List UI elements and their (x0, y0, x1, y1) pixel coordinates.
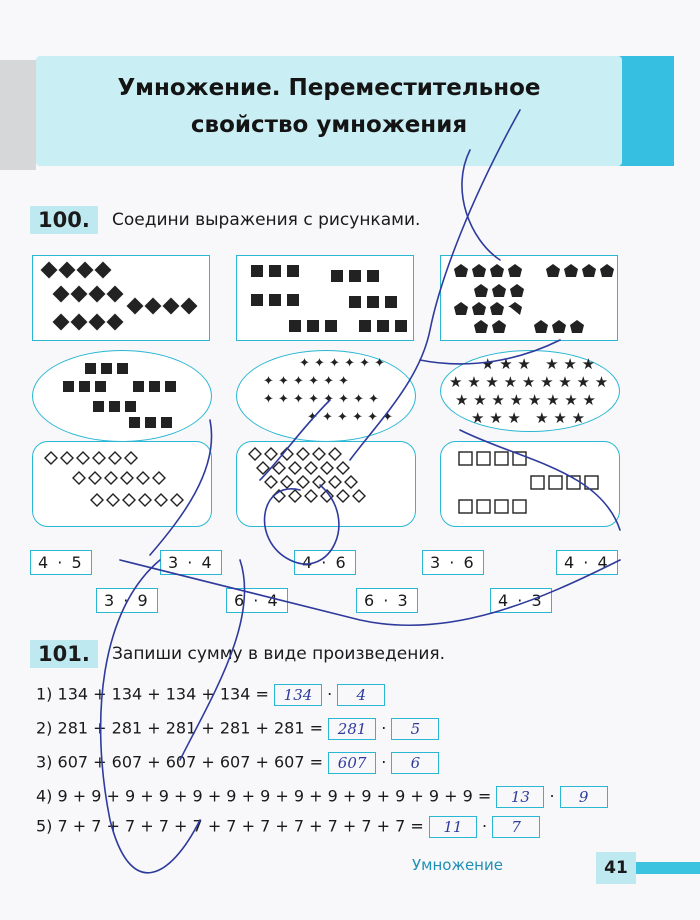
answer-field-b[interactable]: 9 (560, 786, 608, 808)
expr-4x5[interactable]: 4 · 5 (30, 550, 92, 575)
answer-field-a[interactable]: 281 (328, 718, 376, 740)
picture-squares-oval[interactable] (32, 350, 212, 442)
four-point-stars-icon (237, 351, 415, 441)
dot: · (381, 752, 387, 772)
expr-4x4[interactable]: 4 · 4 (556, 550, 618, 575)
page-number-bar (636, 862, 700, 874)
svg-text:✦ ✦ ✦ ✦ ✦ ✦: ✦ ✦ ✦ ✦ ✦ ✦ (307, 410, 394, 425)
row-sum: 607 + 607 + 607 + 607 + 607 = (57, 752, 324, 772)
dot: · (549, 786, 555, 806)
squares-filled-icon (237, 256, 413, 340)
pentagons-filled-icon (441, 256, 617, 340)
five-point-stars-icon (441, 351, 619, 431)
expr-4x3[interactable]: 4 · 3 (490, 588, 552, 613)
answer-field-b[interactable]: 6 (391, 752, 439, 774)
answer-field-b[interactable]: 4 (337, 684, 385, 706)
picture-diamonds-outline[interactable] (32, 441, 212, 527)
answer-field-a[interactable]: 134 (274, 684, 322, 706)
svg-text:✦ ✦ ✦ ✦ ✦ ✦: ✦ ✦ ✦ ✦ ✦ ✦ (299, 356, 386, 371)
dot: · (481, 816, 488, 836)
picture-diamonds-outline-large[interactable] (236, 441, 416, 527)
task-100-number: 100. (30, 206, 98, 234)
row-label: 3) (36, 752, 53, 772)
squares-outline-icon (441, 442, 619, 526)
picture-squares-filled[interactable] (236, 255, 414, 341)
svg-text:★ ★ ★ ★ ★ ★: ★ ★ ★ ★ ★ ★ (471, 409, 586, 427)
row-sum: 7 + 7 + 7 + 7 + 7 + 7 + 7 + 7 + 7 + 7 + 7 = (57, 816, 424, 836)
page-number: 41 (596, 852, 636, 884)
squares-oval-icon (33, 351, 211, 441)
svg-text:★ ★ ★ ★ ★ ★: ★ ★ ★ ★ ★ ★ (481, 355, 596, 373)
answer-field-b[interactable]: 5 (391, 718, 439, 740)
answer-field-a[interactable]: 13 (496, 786, 544, 808)
answer-field-a[interactable]: 607 (328, 752, 376, 774)
row-label: 5) (36, 816, 53, 836)
row-sum: 281 + 281 + 281 + 281 + 281 = (57, 718, 324, 738)
answer-field-a[interactable]: 11 (429, 816, 477, 838)
diamonds-outline-grid-icon (237, 442, 415, 526)
dot: · (327, 684, 333, 704)
expr-3x9[interactable]: 3 · 9 (96, 588, 158, 613)
title-banner-accent (622, 56, 674, 166)
equation-row-5 (36, 816, 540, 838)
picture-pentagons-filled[interactable] (440, 255, 618, 341)
page-title-line1: Умножение. Переместительное (117, 75, 541, 101)
expr-3x4[interactable]: 3 · 4 (160, 550, 222, 575)
expr-4x6[interactable]: 4 · 6 (294, 550, 356, 575)
row-label: 2) (36, 718, 53, 738)
task-101-number: 101. (30, 640, 98, 668)
svg-text:✦ ✦ ✦ ✦ ✦ ✦: ✦ ✦ ✦ ✦ ✦ ✦ (263, 374, 350, 389)
expr-6x3[interactable]: 6 · 3 (356, 588, 418, 613)
task-101-text: Запиши сумму в виде произведения. (112, 644, 445, 664)
footer-section-name: Умножение (412, 856, 503, 874)
svg-text:★ ★ ★ ★ ★ ★ ★ ★ ★: ★ ★ ★ ★ ★ ★ ★ ★ ★ (449, 373, 609, 391)
answer-field-b[interactable]: 7 (492, 816, 540, 838)
diamonds-outline-icon (33, 442, 211, 526)
row-sum: 134 + 134 + 134 + 134 = (57, 684, 269, 704)
equation-row-4 (36, 786, 608, 808)
picture-stars-oval[interactable] (440, 350, 620, 432)
page-title (36, 70, 622, 144)
diamonds-filled-icon (33, 256, 209, 340)
equation-row-3 (36, 752, 439, 774)
page-title-line2: свойство умножения (190, 112, 468, 138)
expr-3x6[interactable]: 3 · 6 (422, 550, 484, 575)
page-edge-strip (0, 60, 36, 170)
picture-diamonds-filled[interactable] (32, 255, 210, 341)
dot: · (381, 718, 387, 738)
row-sum: 9 + 9 + 9 + 9 + 9 + 9 + 9 + 9 + 9 + 9 + 9 + 9 + 9 = (57, 786, 492, 806)
expr-6x4[interactable]: 6 · 4 (226, 588, 288, 613)
equation-row-1 (36, 684, 385, 706)
row-label: 1) (36, 684, 53, 704)
equation-row-2 (36, 718, 439, 740)
row-label: 4) (36, 786, 53, 806)
picture-stars4-oval[interactable] (236, 350, 416, 442)
task-100-text: Соедини выражения с рисунками. (112, 210, 421, 230)
svg-text:★ ★ ★ ★ ★ ★ ★ ★: ★ ★ ★ ★ ★ ★ ★ ★ (455, 391, 596, 409)
picture-squares-outline[interactable] (440, 441, 620, 527)
svg-text:✦ ✦ ✦ ✦ ✦ ✦ ✦ ✦: ✦ ✦ ✦ ✦ ✦ ✦ ✦ ✦ (263, 392, 380, 407)
